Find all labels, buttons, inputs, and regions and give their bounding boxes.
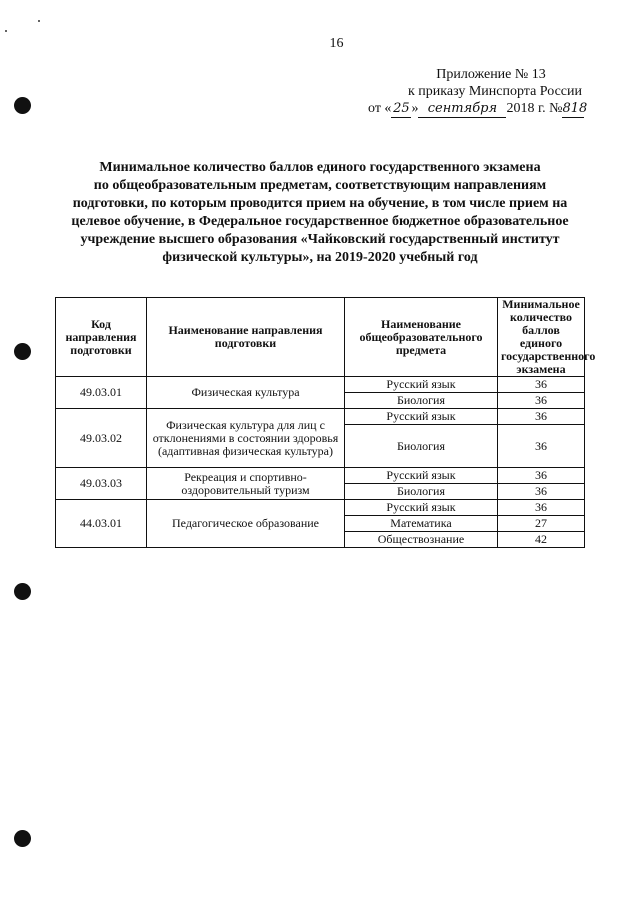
appendix-title: Приложение № 13	[436, 67, 546, 82]
min-score: 36	[498, 484, 585, 500]
title-line: по общеобразовательным предметам, соответствующим направлениям	[93, 178, 547, 193]
document-title	[56, 159, 584, 267]
header-direction: Наименование направления подготовки	[147, 298, 345, 377]
direction-code: 44.03.01	[56, 500, 147, 548]
title-line: учреждение высшего образования «Чайковский государственный институт	[80, 232, 560, 247]
min-score: 42	[498, 532, 585, 548]
handwritten-order-number: 818	[562, 101, 588, 116]
table-row	[56, 409, 585, 425]
subject-name: Биология	[345, 484, 498, 500]
table-row	[56, 468, 585, 484]
scan-speck	[38, 20, 40, 22]
direction-code: 49.03.02	[56, 409, 147, 468]
direction-code: 49.03.03	[56, 468, 147, 500]
direction-code: 49.03.01	[56, 377, 147, 409]
appendix-date-line	[368, 100, 610, 118]
handwritten-day: 25	[393, 101, 410, 116]
subject-name: Обществознание	[345, 532, 498, 548]
header-code: Код направления подготовки	[56, 298, 147, 377]
punch-hole	[14, 830, 31, 847]
subject-name: Математика	[345, 516, 498, 532]
subject-name: Биология	[345, 425, 498, 468]
subject-name: Биология	[345, 393, 498, 409]
header-min-score: Минимальное количество баллов единого государственного экзамена	[498, 298, 585, 377]
appendix-order-ref: к приказу Минспорта России	[408, 84, 582, 99]
scores-table	[55, 297, 596, 548]
title-line: целевое обучение, в Федеральное государственное бюджетное образовательное	[71, 214, 569, 229]
subject-name: Русский язык	[345, 468, 498, 484]
min-score: 36	[498, 409, 585, 425]
date-prefix: от «	[368, 101, 392, 116]
header-subject: Наименование общеобразовательного предмета	[345, 298, 498, 377]
title-line: подготовки, по которым проводится прием на обучение, в том числе прием на	[72, 196, 568, 211]
subject-name: Русский язык	[345, 500, 498, 516]
min-score: 36	[498, 425, 585, 468]
direction-name: Рекреация и спортивно-оздоровительный туризм	[147, 468, 345, 500]
scan-speck	[5, 30, 7, 32]
punch-hole	[14, 97, 31, 114]
handwritten-month: сентября	[418, 100, 506, 118]
min-score: 36	[498, 393, 585, 409]
table-row	[56, 500, 585, 516]
min-score: 36	[498, 468, 585, 484]
subject-name: Русский язык	[345, 377, 498, 393]
direction-name: Физическая культура для лиц с отклонениями в состоянии здоровья (адаптивная физическая культура)	[147, 409, 345, 468]
table-header-row	[56, 298, 585, 377]
year-text: 2018 г. №	[506, 101, 563, 116]
date-quote-close: »	[411, 101, 419, 116]
table-row	[56, 377, 585, 393]
subject-name: Русский язык	[345, 409, 498, 425]
min-score: 36	[498, 377, 585, 393]
page-number: 16	[329, 36, 344, 51]
punch-hole	[14, 583, 31, 600]
direction-name: Физическая культура	[147, 377, 345, 409]
direction-name: Педагогическое образование	[147, 500, 345, 548]
title-line: физической культуры», на 2019-2020 учебный год	[162, 250, 478, 265]
punch-hole	[14, 343, 31, 360]
min-score: 36	[498, 500, 585, 516]
appendix-header	[368, 66, 610, 118]
title-line: Минимальное количество баллов единого государственного экзамена	[99, 160, 541, 175]
min-score: 27	[498, 516, 585, 532]
